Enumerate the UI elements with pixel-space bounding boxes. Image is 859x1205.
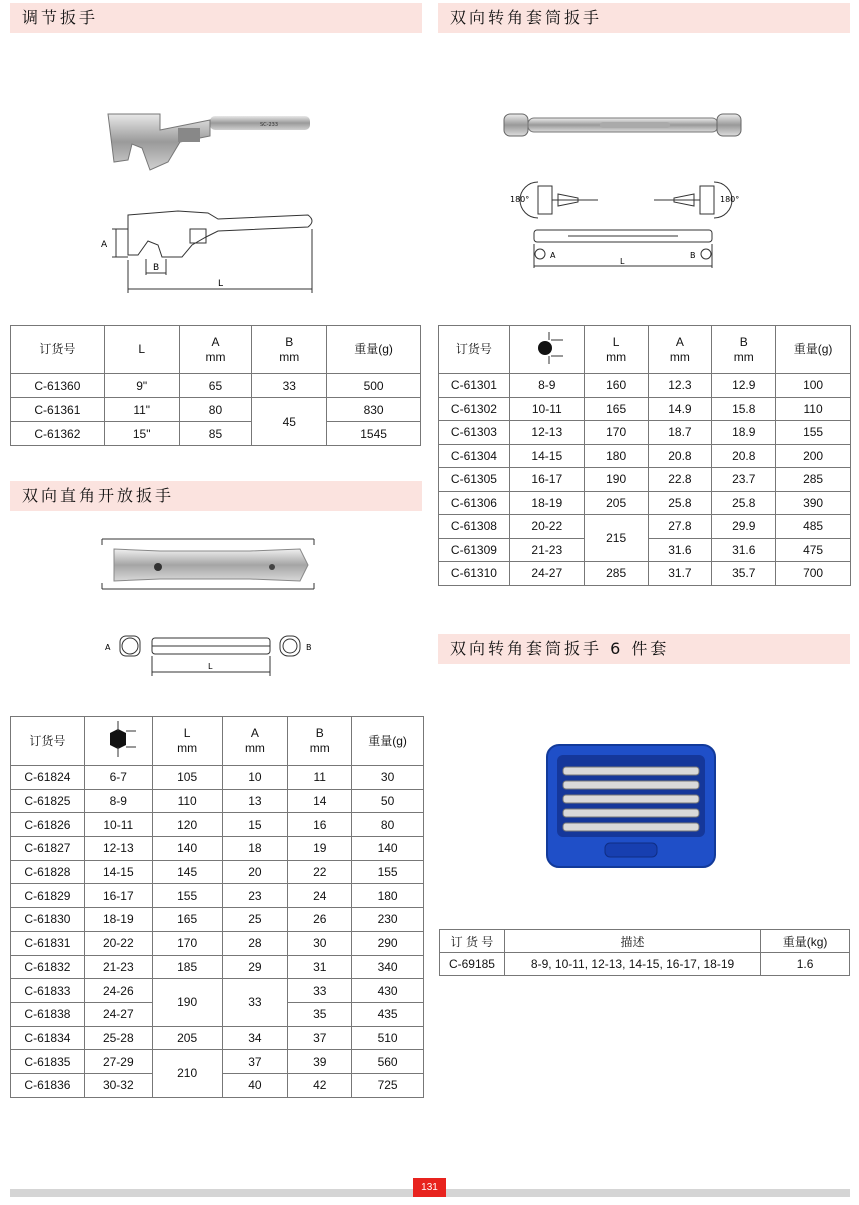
- hex-socket-icon: [98, 719, 138, 759]
- table-row: C-61305 16-17 190 22.8 23.7 285: [439, 468, 851, 492]
- col-b: B mm: [712, 326, 776, 374]
- col-order-no: 订货号: [439, 326, 510, 374]
- col-l: L mm: [584, 326, 648, 374]
- col-b: B mm: [252, 326, 327, 374]
- col-size: [84, 717, 152, 766]
- table-row: C-61834 25-28 205 34 37 510: [11, 1026, 424, 1050]
- table-row: C-61824 6-7 105 10 11 30: [11, 766, 424, 790]
- col-weight: 重量(kg): [761, 930, 850, 953]
- section-title-open-tube-wrench: 双向直角开放扳手: [10, 481, 422, 511]
- table-row: C-61828 14-15 145 20 22 155: [11, 860, 424, 884]
- table-row: C-61833 24-26 190 33 33 430: [11, 979, 424, 1003]
- col-a: A mm: [179, 326, 252, 374]
- col-order-no: 订 货 号: [440, 930, 505, 953]
- dim-label-a: A: [550, 251, 556, 260]
- adjustable-wrench-drawing: [98, 205, 318, 297]
- table-row: C-61835 27-29 210 37 39 560: [11, 1050, 424, 1074]
- table-row: C-61827 12-13 140 18 19 140: [11, 837, 424, 861]
- table-row: C-61309 21-23 31.6 31.6 475: [439, 538, 851, 562]
- socket-set-table: [439, 929, 850, 976]
- table-row: C-61362 15" 85 1545: [11, 422, 421, 446]
- col-a: A mm: [222, 717, 288, 766]
- col-l: L: [104, 326, 179, 374]
- table-row: C-61308 20-22 215 27.8 29.9 485: [439, 515, 851, 539]
- table-row: C-61302 10-11 165 14.9 15.8 110: [439, 397, 851, 421]
- angle-label-left: 180°: [510, 195, 530, 204]
- swivel-socket-wrench-table: [438, 325, 851, 586]
- adjustable-wrench-table: [10, 325, 421, 446]
- col-size: [509, 326, 584, 374]
- col-order-no: 订货号: [11, 326, 105, 374]
- col-l: L mm: [152, 717, 222, 766]
- table-row: C-61832 21-23 185 29 31 340: [11, 955, 424, 979]
- col-weight: 重量(g): [776, 326, 851, 374]
- page-number: 131: [413, 1178, 446, 1197]
- table-row: C-61830 18-19 165 25 26 230: [11, 908, 424, 932]
- section-title-adjustable-wrench: 调节扳手: [10, 3, 422, 33]
- dim-label-a: A: [101, 240, 108, 250]
- swivel-socket-wrench-drawing: [508, 168, 748, 272]
- table-row: C-61310 24-27 285 31.7 35.7 700: [439, 562, 851, 586]
- col-b: B mm: [288, 717, 352, 766]
- adjustable-wrench-photo: [100, 100, 315, 172]
- angle-label-right: 180°: [720, 195, 740, 204]
- table-row: C-61360 9" 65 33 500: [11, 374, 421, 398]
- table-row: C-61306 18-19 205 25.8 25.8 390: [439, 491, 851, 515]
- col-description: 描述: [504, 930, 760, 953]
- dim-label-b: B: [690, 251, 696, 260]
- table-row: C-61825 8-9 110 13 14 50: [11, 789, 424, 813]
- dim-label-a: A: [105, 643, 111, 652]
- col-a: A mm: [648, 326, 712, 374]
- tube-wrench-drawing: [100, 630, 322, 680]
- col-order-no: 订货号: [11, 717, 85, 766]
- section-title-swivel-socket-wrench: 双向转角套筒扳手: [438, 3, 850, 33]
- dim-label-b: B: [153, 263, 160, 273]
- table-row: C-61838 24-27 35 435: [11, 1002, 424, 1026]
- table-row: C-61831 20-22 170 28 30 290: [11, 931, 424, 955]
- tube-wrench-table: [10, 716, 424, 1098]
- table-row: C-61301 8-9 160 12.3 12.9 100: [439, 374, 851, 398]
- table-row: C-61836 30-32 40 42 725: [11, 1073, 424, 1097]
- socket-set-case-photo: [545, 743, 717, 869]
- table-row: C-69185 8-9, 10-11, 12-13, 14-15, 16-17, 18-19 1.6: [440, 953, 850, 976]
- table-row: C-61304 14-15 180 20.8 20.8 200: [439, 444, 851, 468]
- dim-label-l: L: [208, 662, 213, 671]
- round-socket-icon: [527, 328, 567, 368]
- tube-wrench-photo: [100, 537, 318, 595]
- table-row: C-61829 16-17 155 23 24 180: [11, 884, 424, 908]
- svg-text:SC-233: SC-233: [260, 122, 279, 128]
- col-weight: 重量(g): [327, 326, 421, 374]
- section-title-socket-set: 双向转角套筒扳手 6 件套: [438, 634, 850, 664]
- table-row: C-61361 11" 80 45 830: [11, 398, 421, 422]
- dim-label-l: L: [620, 257, 625, 266]
- dim-label-l: L: [218, 279, 224, 289]
- table-row: C-61826 10-11 120 15 16 80: [11, 813, 424, 837]
- dim-label-b: B: [306, 643, 312, 652]
- col-weight: 重量(g): [352, 717, 424, 766]
- table-row: C-61303 12-13 170 18.7 18.9 155: [439, 421, 851, 445]
- swivel-socket-wrench-photo: [500, 108, 745, 142]
